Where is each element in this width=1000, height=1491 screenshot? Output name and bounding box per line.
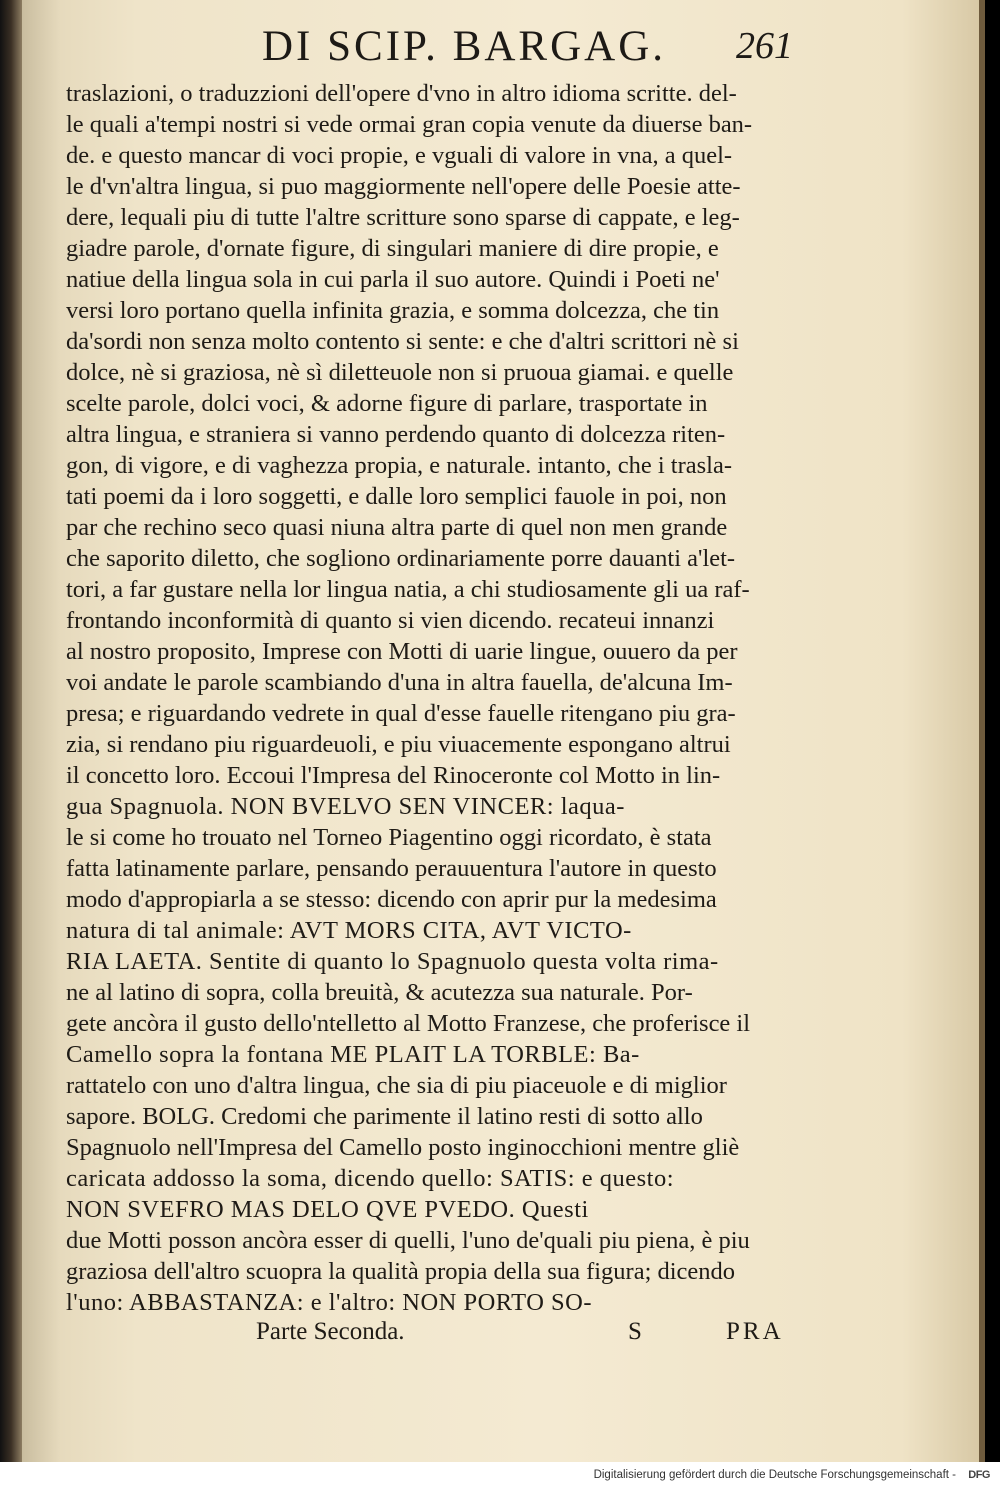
text-line: Spagnuolo nell'Impresa del Camello posto inginocchioni mentre gliè [66,1134,740,1161]
text-line: giadre parole, d'ornate figure, di singulari maniere di dire propie, e [66,235,719,262]
text-line: dere, lequali piu di tutte l'altre scritture sono sparse di cappate, e leg- [66,204,740,231]
text-line: scelte parole, dolci voci, & adorne figure di parlare, trasportate in [66,390,708,417]
text-line: dolce, nè si graziosa, nè sì diletteuole non si pruoua giamai. e quelle [66,359,734,386]
text-line: par che rechino seco quasi niuna altra parte di quel non men grande [66,514,728,541]
text-line: ne al latino di sopra, colla breuità, & acutezza sua naturale. Por- [66,979,693,1006]
text-line: gua Spagnuola. NON BVELVO SEN VINCER: laqua- [66,793,625,820]
page-number: 261 [736,25,793,67]
text-line: gon, di vigore, e di vaghezza propia, e naturale. intanto, che i trasla- [66,452,732,479]
text-line: RIA LAETA. Sentite di quanto lo Spagnuolo questa volta rima- [66,948,719,975]
text-line: sapore. BOLG. Credomi che parimente il latino resti di sotto allo [66,1103,703,1130]
text-line: da'sordi non senza molto contento si sente: e che d'altri scrittori nè si [66,328,739,355]
text-line: le si come ho trouato nel Torneo Piagentino oggi ricordato, è stata [66,824,712,851]
text-line: le quali a'tempi nostri si vede ormai gran copia venute da diuerse ban- [66,111,753,138]
running-head [0,22,1000,74]
text-line: frontando inconformità di quanto si vien dicendo. recateui innanzi [66,607,715,634]
text-line: de. e questo mancar di voci propie, e vguali di valore in vna, a quel- [66,142,733,169]
text-line: tati poemi da i loro soggetti, e dalle loro semplici fauole in poi, non [66,483,727,510]
text-line: caricata addosso la soma, dicendo quello: SATIS: e questo: [66,1165,675,1192]
text-line: graziosa dell'altro scuopra la qualità propia della sua figura; dicendo [66,1258,736,1285]
section-title: Parte Seconda. [256,1318,405,1345]
text-line: al nostro proposito, Imprese con Motti di uarie lingue, ouuero da per [66,638,738,665]
text-line: rattatelo con uno d'altra lingua, che sia di piu piaceuole e di miglior [66,1072,727,1099]
page-footer [0,1318,1000,1358]
text-line: modo d'appropiarla a se stesso: dicendo con aprir pur la medesima [66,886,717,913]
running-head-title: DI SCIP. BARGAG. [262,23,667,70]
text-line: voi andate le parole scambiando d'una in altra fauella, de'alcuna Im- [66,669,733,696]
text-line: zia, si rendano piu riguardeuoli, e piu viuacemente espongano altrui [66,731,731,758]
signature-mark: S [628,1318,644,1345]
body-text [66,78,836,1318]
text-line: natura di tal animale: AVT MORS CITA, AVT VICTO- [66,917,632,944]
text-line: versi loro portano quella infinita grazia, e somma dolcezza, che tin [66,297,720,324]
text-line: fatta latinamente parlare, pensando perauuentura l'autore in questo [66,855,717,882]
text-line: il concetto loro. Eccoui l'Impresa del Rinoceronte col Motto in lin- [66,762,721,789]
text-line: l'uno: ABBASTANZA: e l'altro: NON PORTO SO- [66,1289,592,1316]
text-line: Camello sopra la fontana ME PLAIT LA TORBLE: Ba- [66,1041,640,1068]
credit-text: Digitalisierung gefördert durch die Deutsche Forschungsgemeinschaft - [593,1469,956,1481]
text-line: che saporito diletto, che sogliono ordinariamente porre dauanti a'let- [66,545,736,572]
catchword: PRA [726,1318,784,1345]
text-line: natiue della lingua sola in cui parla il suo autore. Quindi i Poeti ne' [66,266,720,293]
dfg-logo-icon: DFG [968,1469,990,1481]
text-line: presa; e riguardando vedrete in qual d'esse fauelle ritengano piu gra- [66,700,736,727]
text-line: NON SVEFRO MAS DELO QVE PVEDO. Questi [66,1196,589,1223]
text-line: due Motti posson ancòra esser di quelli, l'uno de'quali piu piena, è piu [66,1227,750,1254]
text-line: tori, a far gustare nella lor lingua natia, a chi studiosamente gli ua raf- [66,576,750,603]
text-line: le d'vn'altra lingua, si puo maggiormente nell'opere delle Poesie atte- [66,173,741,200]
credit-bar [0,1462,1000,1491]
text-line: altra lingua, e straniera si vanno perdendo quanto di dolcezza riten- [66,421,726,448]
text-line: traslazioni, o traduzzioni dell'opere d'vno in altro idioma scritte. del- [66,80,737,107]
page-binding-edge [0,0,22,1491]
text-line: gete ancòra il gusto dello'ntelletto al Motto Franzese, che proferisce il [66,1010,751,1037]
